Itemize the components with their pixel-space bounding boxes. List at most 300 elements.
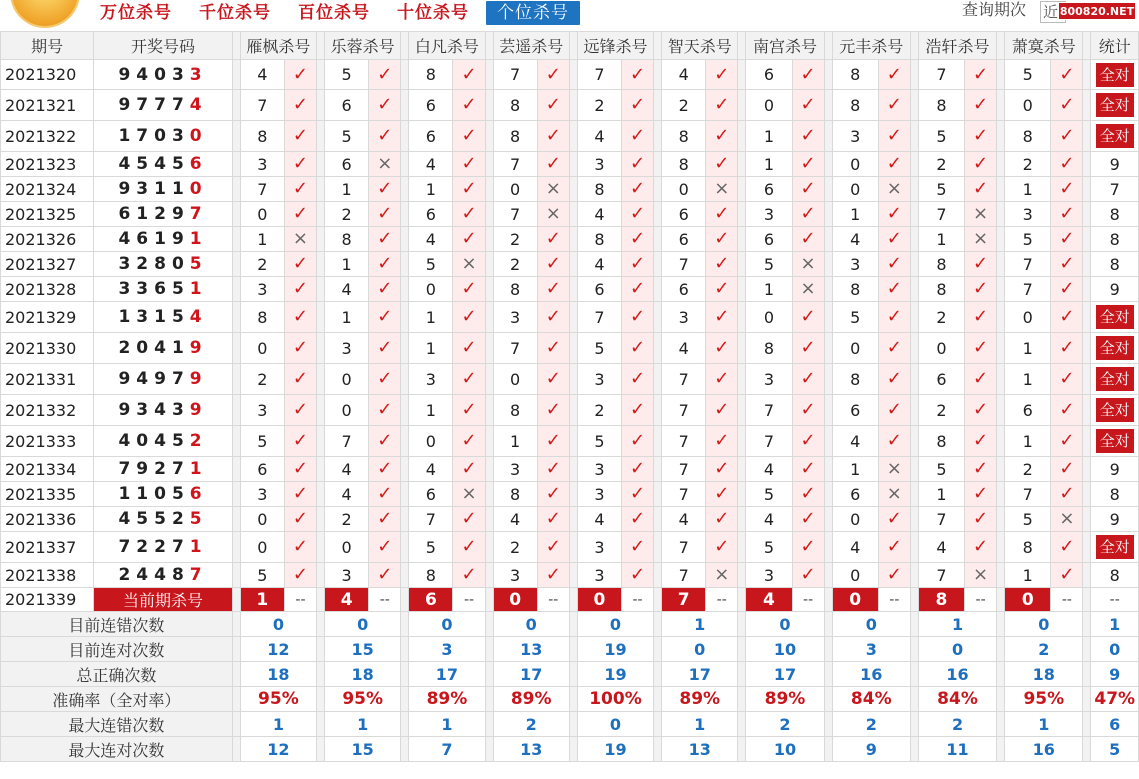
- column-gap: [232, 227, 240, 252]
- all-correct-badge[interactable]: 全对: [1096, 93, 1134, 117]
- column-gap: [232, 177, 240, 202]
- pending-result: --: [1051, 588, 1083, 612]
- stat-cell: [1091, 482, 1139, 507]
- kill-number: 3: [325, 333, 369, 364]
- kill-number: 2: [325, 507, 369, 532]
- header-expert-3[interactable]: 白凡杀号: [409, 32, 485, 60]
- column-gap: [738, 588, 746, 612]
- summary-value: 2: [493, 712, 569, 737]
- kill-number: 1: [325, 302, 369, 333]
- draw-digits: 2448: [118, 565, 190, 585]
- column-gap: [910, 737, 918, 762]
- check-mark-icon: ✓: [973, 253, 989, 274]
- draw-number-cell: [94, 202, 232, 227]
- result-cell: [1051, 302, 1083, 333]
- column-gap: [485, 333, 493, 364]
- check-mark-icon: ✓: [973, 483, 989, 504]
- check-mark-icon: ✓: [292, 153, 309, 174]
- check-mark-icon: ✓: [292, 368, 309, 389]
- summary-value: 10: [746, 737, 824, 762]
- kill-number: 6: [325, 152, 369, 177]
- kill-number: 6: [918, 364, 964, 395]
- summary-value: 13: [493, 637, 569, 662]
- kill-number: 6: [325, 90, 369, 121]
- column-gap: [1083, 737, 1091, 762]
- table-row: [1, 90, 1139, 121]
- column-gap: [485, 152, 493, 177]
- column-gap: [1083, 333, 1091, 364]
- column-gap: [824, 90, 832, 121]
- stat-cell: [1091, 202, 1139, 227]
- kill-number: 3: [240, 277, 284, 302]
- column-gap: [569, 60, 577, 90]
- check-mark-icon: ✓: [629, 458, 646, 479]
- table-row: [1, 482, 1139, 507]
- check-mark-icon: ✓: [377, 306, 393, 327]
- header-expert-8[interactable]: 元丰杀号: [832, 32, 910, 60]
- result-cell: [621, 333, 653, 364]
- result-cell: [369, 60, 401, 90]
- header-expert-1[interactable]: 雁枫杀号: [240, 32, 316, 60]
- stat-cell: [1091, 507, 1139, 532]
- column-gap: [738, 227, 746, 252]
- kill-number: 5: [1005, 507, 1051, 532]
- column-gap: [654, 712, 662, 737]
- summary-value: 19: [577, 737, 653, 762]
- draw-digits: 9403: [118, 64, 190, 85]
- result-cell: [284, 364, 316, 395]
- column-gap: [232, 364, 240, 395]
- column-gap: [738, 60, 746, 90]
- current-kill-number: 0: [1005, 588, 1051, 612]
- check-mark-icon: ✓: [629, 228, 646, 249]
- check-mark-icon: ✓: [714, 278, 730, 299]
- kill-number: 5: [918, 121, 964, 152]
- result-cell: [621, 227, 653, 252]
- column-gap: [910, 563, 918, 588]
- summary-label: 准确率（全对率）: [1, 687, 233, 712]
- kill-number: 3: [746, 364, 792, 395]
- column-gap: [401, 333, 409, 364]
- kill-number: 6: [746, 177, 792, 202]
- column-gap: [569, 482, 577, 507]
- column-gap: [569, 612, 577, 637]
- column-gap: [910, 395, 918, 426]
- result-cell: [621, 563, 653, 588]
- column-gap: [997, 737, 1005, 762]
- check-mark-icon: ✓: [377, 564, 393, 585]
- period-cell: 2021320: [1, 60, 94, 90]
- column-gap: [569, 32, 577, 60]
- result-cell: [878, 507, 910, 532]
- result-cell: [621, 395, 653, 426]
- kill-number: 4: [662, 507, 706, 532]
- result-cell: [537, 457, 569, 482]
- column-gap: [317, 662, 325, 687]
- result-cell: [621, 457, 653, 482]
- summary-value: 17: [409, 662, 485, 687]
- column-gap: [997, 302, 1005, 333]
- result-cell: [878, 532, 910, 563]
- kill-number: 4: [577, 202, 621, 227]
- draw-unit-digit: 6: [189, 154, 208, 174]
- result-cell: [537, 532, 569, 563]
- check-mark-icon: ✓: [886, 508, 902, 529]
- result-cell: [706, 457, 738, 482]
- column-gap: [910, 482, 918, 507]
- draw-unit-digit: 0: [189, 126, 208, 146]
- cross-mark-icon: ×: [461, 483, 477, 504]
- period-cell: 2021323: [1, 152, 94, 177]
- check-mark-icon: ✓: [714, 508, 730, 529]
- draw-number-cell: [94, 152, 232, 177]
- column-gap: [569, 637, 577, 662]
- summary-value: 0: [746, 612, 824, 637]
- column-gap: [738, 395, 746, 426]
- column-gap: [401, 662, 409, 687]
- kill-number: 0: [746, 90, 792, 121]
- result-cell: [706, 302, 738, 333]
- column-gap: [824, 588, 832, 612]
- header-expert-10[interactable]: 萧寞杀号: [1005, 32, 1083, 60]
- header-expert-6[interactable]: 智天杀号: [662, 32, 738, 60]
- check-mark-icon: ✓: [886, 203, 902, 224]
- draw-number-cell: [94, 364, 232, 395]
- all-correct-badge[interactable]: 全对: [1096, 124, 1134, 148]
- column-gap: [317, 202, 325, 227]
- result-cell: [537, 177, 569, 202]
- kill-number: 3: [240, 395, 284, 426]
- check-mark-icon: ✓: [714, 337, 730, 358]
- result-cell: [537, 426, 569, 457]
- column-gap: [485, 457, 493, 482]
- column-gap: [1083, 612, 1091, 637]
- column-gap: [824, 202, 832, 227]
- result-cell: [537, 60, 569, 90]
- check-mark-icon: ✓: [545, 337, 561, 358]
- summary-value: 19: [577, 662, 653, 687]
- kill-number: 3: [746, 202, 792, 227]
- result-cell: [965, 333, 997, 364]
- result-cell: [706, 227, 738, 252]
- result-cell: [284, 177, 316, 202]
- column-gap: [232, 333, 240, 364]
- all-correct-badge[interactable]: 全对: [1096, 336, 1134, 360]
- result-cell: [965, 277, 997, 302]
- kill-number: 7: [918, 60, 964, 90]
- draw-digits: 4552: [118, 509, 190, 529]
- result-cell: [792, 227, 824, 252]
- draw-digits: 9777: [118, 95, 190, 115]
- result-cell: [706, 532, 738, 563]
- result-cell: [965, 202, 997, 227]
- cross-mark-icon: ×: [714, 564, 730, 585]
- column-gap: [401, 302, 409, 333]
- kill-number: 4: [918, 532, 964, 563]
- summary-value: 2: [1005, 637, 1083, 662]
- check-mark-icon: ✓: [292, 483, 309, 504]
- draw-unit-digit: 0: [189, 179, 208, 199]
- result-cell: [453, 60, 485, 90]
- column-gap: [569, 202, 577, 227]
- kill-number: 7: [746, 395, 792, 426]
- result-cell: [965, 252, 997, 277]
- tab-1[interactable]: 万位杀号: [100, 3, 172, 23]
- header-expert-7[interactable]: 南宫杀号: [746, 32, 824, 60]
- kill-number: 1: [746, 152, 792, 177]
- column-gap: [401, 637, 409, 662]
- cross-mark-icon: ×: [886, 178, 902, 199]
- column-gap: [1083, 364, 1091, 395]
- result-cell: [965, 227, 997, 252]
- check-mark-icon: ✓: [629, 278, 646, 299]
- column-gap: [1083, 177, 1091, 202]
- result-cell: [621, 177, 653, 202]
- result-cell: [706, 252, 738, 277]
- check-mark-icon: ✓: [973, 508, 989, 529]
- cross-mark-icon: ×: [292, 228, 309, 249]
- all-correct-badge[interactable]: 全对: [1096, 367, 1134, 391]
- all-correct-badge[interactable]: 全对: [1096, 63, 1134, 87]
- kill-number: 2: [918, 302, 964, 333]
- draw-unit-digit: 5: [189, 254, 208, 274]
- period-cell: 2021328: [1, 277, 94, 302]
- result-cell: [706, 121, 738, 152]
- check-mark-icon: ✓: [973, 63, 989, 85]
- summary-row: [1, 712, 1139, 737]
- table-row: [1, 302, 1139, 333]
- column-gap: [738, 90, 746, 121]
- current-kill-number: 0: [832, 588, 878, 612]
- result-cell: [369, 202, 401, 227]
- kill-number: 3: [832, 121, 878, 152]
- column-gap: [738, 302, 746, 333]
- current-kill-number: 6: [409, 588, 453, 612]
- column-gap: [997, 532, 1005, 563]
- kill-number: 5: [832, 302, 878, 333]
- result-cell: [369, 563, 401, 588]
- tab-2[interactable]: 千位杀号: [199, 3, 271, 23]
- result-cell: [453, 532, 485, 563]
- query-period-select[interactable]: 近: [1040, 1, 1066, 23]
- summary-value: 1: [662, 612, 738, 637]
- check-mark-icon: ✓: [292, 458, 309, 479]
- column-gap: [654, 588, 662, 612]
- cross-mark-icon: ×: [545, 178, 561, 199]
- column-gap: [738, 152, 746, 177]
- header-expert-9[interactable]: 浩轩杀号: [918, 32, 996, 60]
- cross-mark-icon: ×: [377, 153, 393, 174]
- result-cell: [284, 457, 316, 482]
- kill-number: 8: [240, 121, 284, 152]
- kill-number: 0: [493, 364, 537, 395]
- column-gap: [997, 202, 1005, 227]
- period-cell: 2021329: [1, 302, 94, 333]
- table-row: [1, 426, 1139, 457]
- column-gap: [485, 712, 493, 737]
- kill-number: 0: [325, 364, 369, 395]
- kill-number: 8: [493, 90, 537, 121]
- kill-number: 7: [577, 60, 621, 90]
- column-gap: [824, 532, 832, 563]
- result-cell: [369, 252, 401, 277]
- result-cell: [453, 507, 485, 532]
- kill-number: 5: [325, 60, 369, 90]
- summary-value: 89%: [409, 687, 485, 712]
- column-gap: [824, 227, 832, 252]
- column-gap: [824, 426, 832, 457]
- column-gap: [232, 60, 240, 90]
- column-gap: [232, 737, 240, 762]
- column-gap: [910, 457, 918, 482]
- draw-digits: 4545: [118, 154, 190, 174]
- result-cell: [706, 277, 738, 302]
- summary-row: [1, 737, 1139, 762]
- column-gap: [997, 662, 1005, 687]
- column-gap: [1083, 90, 1091, 121]
- result-cell: [453, 426, 485, 457]
- column-gap: [824, 687, 832, 712]
- column-gap: [1083, 507, 1091, 532]
- draw-unit-digit: 9: [189, 338, 208, 358]
- column-gap: [654, 121, 662, 152]
- site-logo[interactable]: [12, 0, 78, 26]
- tab-4[interactable]: 十位杀号: [397, 3, 469, 23]
- check-mark-icon: ✓: [1059, 564, 1075, 585]
- column-gap: [401, 60, 409, 90]
- column-gap: [997, 588, 1005, 612]
- kill-number: 4: [493, 507, 537, 532]
- kill-number: 1: [832, 457, 878, 482]
- tab-3[interactable]: 百位杀号: [298, 3, 370, 23]
- header-expert-4[interactable]: 芸遥杀号: [493, 32, 569, 60]
- kill-number: 3: [577, 482, 621, 507]
- kill-number: 5: [746, 482, 792, 507]
- all-correct-badge[interactable]: 全对: [1096, 429, 1134, 453]
- result-cell: [621, 121, 653, 152]
- check-mark-icon: ✓: [886, 430, 902, 451]
- kill-number: 7: [493, 202, 537, 227]
- column-gap: [401, 177, 409, 202]
- column-gap: [569, 588, 577, 612]
- result-cell: [537, 227, 569, 252]
- header-expert-5[interactable]: 远锋杀号: [577, 32, 653, 60]
- column-gap: [1083, 152, 1091, 177]
- column-gap: [232, 588, 240, 612]
- summary-value: 89%: [662, 687, 738, 712]
- current-kill-number: 0: [577, 588, 621, 612]
- result-cell: [965, 177, 997, 202]
- check-mark-icon: ✓: [629, 564, 646, 585]
- summary-value: 13: [662, 737, 738, 762]
- column-gap: [317, 712, 325, 737]
- period-cell: 2021337: [1, 532, 94, 563]
- kill-number: 3: [832, 252, 878, 277]
- column-gap: [569, 662, 577, 687]
- column-gap: [232, 482, 240, 507]
- summary-value: 13: [493, 737, 569, 762]
- check-mark-icon: ✓: [714, 63, 730, 85]
- column-gap: [824, 737, 832, 762]
- kill-number: 8: [493, 277, 537, 302]
- result-cell: [965, 395, 997, 426]
- check-mark-icon: ✓: [973, 306, 989, 327]
- column-gap: [317, 507, 325, 532]
- column-gap: [824, 563, 832, 588]
- column-gap: [997, 364, 1005, 395]
- tab-5[interactable]: 个位杀号: [486, 1, 580, 25]
- column-gap: [232, 121, 240, 152]
- kill-number: 7: [493, 333, 537, 364]
- summary-value: 15: [325, 737, 401, 762]
- check-mark-icon: ✓: [292, 278, 309, 299]
- summary-value: 10: [746, 637, 824, 662]
- column-gap: [910, 202, 918, 227]
- kill-number: 6: [662, 202, 706, 227]
- draw-digits: 4619: [118, 229, 190, 249]
- column-gap: [738, 426, 746, 457]
- check-mark-icon: ✓: [461, 306, 477, 327]
- column-gap: [232, 532, 240, 563]
- column-gap: [569, 333, 577, 364]
- summary-value: 12: [240, 737, 316, 762]
- column-gap: [910, 152, 918, 177]
- result-cell: [537, 202, 569, 227]
- check-mark-icon: ✓: [292, 253, 309, 274]
- stat-cell: [1091, 364, 1139, 395]
- check-mark-icon: ✓: [714, 153, 730, 174]
- check-mark-icon: ✓: [461, 536, 477, 557]
- result-cell: [1051, 426, 1083, 457]
- summary-value: 0: [240, 612, 316, 637]
- cross-mark-icon: ×: [800, 253, 816, 274]
- kill-number: 7: [240, 177, 284, 202]
- header-expert-2[interactable]: 乐蓉杀号: [325, 32, 401, 60]
- check-mark-icon: ✓: [545, 536, 561, 557]
- current-kill-number: 4: [746, 588, 792, 612]
- all-correct-badge[interactable]: 全对: [1096, 535, 1134, 559]
- kill-number: 4: [577, 121, 621, 152]
- check-mark-icon: ✓: [629, 536, 646, 557]
- check-mark-icon: ✓: [886, 368, 902, 389]
- check-mark-icon: ✓: [377, 278, 393, 299]
- column-gap: [824, 482, 832, 507]
- column-gap: [654, 302, 662, 333]
- check-mark-icon: ✓: [629, 337, 646, 358]
- table-row: [1, 507, 1139, 532]
- column-gap: [654, 177, 662, 202]
- kill-number: 0: [325, 395, 369, 426]
- check-mark-icon: ✓: [545, 508, 561, 529]
- result-cell: [453, 202, 485, 227]
- check-mark-icon: ✓: [292, 94, 309, 115]
- table-row: [1, 563, 1139, 588]
- column-gap: [1083, 588, 1091, 612]
- column-gap: [232, 426, 240, 457]
- column-gap: [910, 532, 918, 563]
- all-correct-badge[interactable]: 全对: [1096, 305, 1134, 329]
- summary-row: [1, 662, 1139, 687]
- check-mark-icon: ✓: [973, 94, 989, 115]
- column-gap: [232, 395, 240, 426]
- kill-number: 5: [409, 252, 453, 277]
- all-correct-badge[interactable]: 全对: [1096, 398, 1134, 422]
- kill-number: 0: [918, 333, 964, 364]
- summary-value: 17: [746, 662, 824, 687]
- kill-number: 1: [493, 426, 537, 457]
- kill-number: 4: [577, 507, 621, 532]
- check-mark-icon: ✓: [545, 153, 561, 174]
